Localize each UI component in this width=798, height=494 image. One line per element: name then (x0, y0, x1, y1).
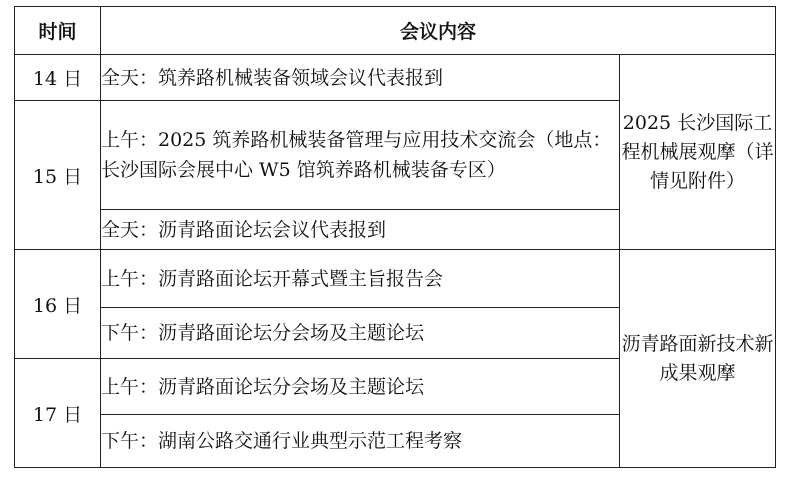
side-note-expo: 2025 长沙国际工程机械展观摩（详情见附件） (620, 55, 776, 250)
table-row (15, 55, 776, 101)
date-cell: 14 日 (15, 55, 101, 101)
agenda-item: 上午：沥青路面论坛开幕式暨主旨报告会 (101, 250, 620, 308)
side-note-asphalt: 沥青路面新技术新成果观摩 (620, 250, 776, 468)
header-row (15, 7, 776, 55)
date-cell: 16 日 (15, 250, 101, 359)
date-cell: 17 日 (15, 359, 101, 468)
agenda-item: 上午：2025 筑养路机械装备管理与应用技术交流会（地点：长沙国际会展中心 W5 馆筑养路机械装备专区） (101, 101, 620, 210)
agenda-item: 全天：筑养路机械装备领域会议代表报到 (101, 55, 620, 101)
agenda-item: 下午：湖南公路交通行业典型示范工程考察 (101, 415, 620, 468)
header-time: 时间 (15, 7, 101, 55)
agenda-item: 上午：沥青路面论坛分会场及主题论坛 (101, 359, 620, 415)
agenda-item: 下午：沥青路面论坛分会场及主题论坛 (101, 308, 620, 359)
header-content: 会议内容 (101, 7, 776, 55)
agenda-item: 全天：沥青路面论坛会议代表报到 (101, 210, 620, 250)
table-row (15, 250, 776, 308)
date-cell: 15 日 (15, 101, 101, 250)
schedule-table (14, 6, 776, 468)
